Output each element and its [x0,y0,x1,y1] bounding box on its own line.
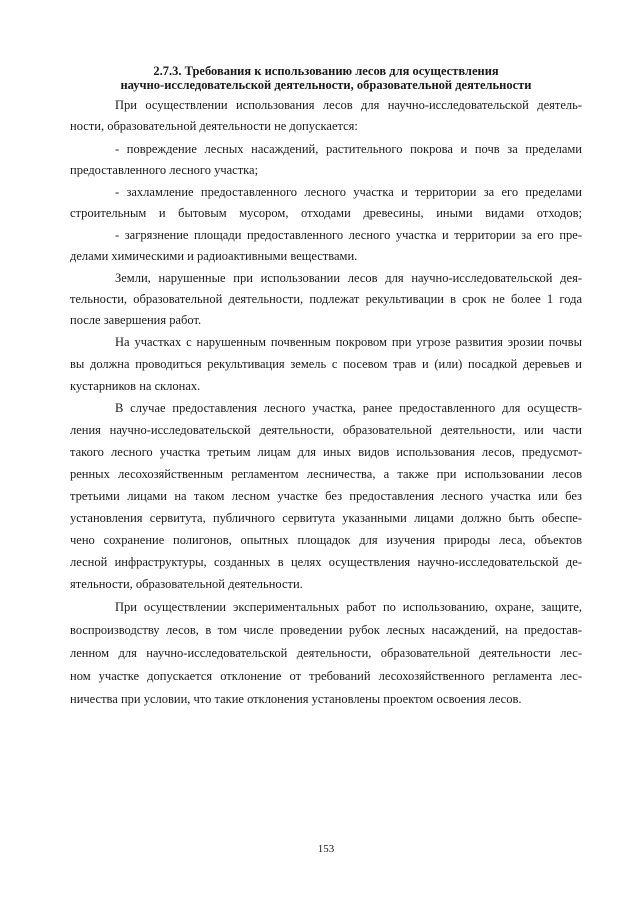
list-item-1-line-2: предоставленного лесного участка; [70,163,259,177]
paragraph-4-line-6: установления сервитута, публичного сервитута указанными лицами должно быть обеспе- [70,511,582,525]
section-heading-line-2: научно-исследовательской деятельности, образовательной деятельности [120,78,532,92]
paragraph-4-line-3: такого лесного участка третьим лицам для иных видов использования лесов, предусмот- [70,445,582,459]
section-heading-line-1: 2.7.3. Требования к использованию лесов для осуществления [153,64,499,78]
paragraph-4-line-5: третьими лицами на таком лесном участке без предоставления лесного участка или без [70,489,582,503]
paragraph-1-line-1: При осуществлении использования лесов для научно-исследовательской деятель- [115,98,582,112]
paragraph-5-line-2: воспроизводству лесов, в том числе проведении рубок лесных насаждений, на предостав- [70,623,582,637]
paragraph-3-line-1: На участках с нарушенным почвенным покровом при угрозе развития эрозии почвы [115,335,582,349]
paragraph-1-line-2: ности, образовательной деятельности не допускается: [70,119,358,133]
paragraph-2-line-3: после завершения работ. [70,313,202,327]
list-item-2-line-1: - захламление предоставленного лесного участка и территории за его пределами [115,185,582,199]
list-item-3-line-1: - загрязнение площади предоставленного лесного участка и территории за его пре- [115,228,582,242]
paragraph-4-line-7: чено сохранение полигонов, опытных площадок для изучения природы леса, объектов [70,533,582,547]
list-item-1-line-1: - повреждение лесных насаждений, растительного покрова и почв за пределами [115,142,582,156]
paragraph-5-line-1: При осуществлении экспериментальных работ по использованию, охране, защите, [115,600,582,614]
paragraph-5-line-4: ном участке допускается отклонение от требований лесохозяйственного регламента лес- [70,669,582,683]
paragraph-4-line-4: ренных лесохозяйственным регламентом лесничества, а также при использовании лесов [70,467,582,481]
page-number: 153 [317,843,335,855]
paragraph-3-line-3: кустарников на склонах. [70,379,201,393]
list-item-2-line-2: строительным и бытовым мусором, отходами древесины, иными видами отходов; [70,206,582,220]
paragraph-3-line-2: вы должна проводиться рекультивация земель с посевом трав и (или) посадкой деревьев и [70,357,582,371]
list-item-3-line-2: делами химическими и радиоактивными веществами. [70,249,358,263]
paragraph-5-line-3: ленном для научно-исследовательской деятельности, образовательной деятельности лес- [70,646,582,660]
paragraph-5-line-5: ничества при условии, что такие отклонения установлены проектом освоения лесов. [70,692,522,706]
paragraph-4-line-8: лесной инфраструктуры, созданных в целях осуществления научно-исследовательской де- [70,555,582,569]
paragraph-4-line-2: ления научно-исследовательской деятельности, образовательной деятельности, или части [70,423,582,437]
paragraph-2-line-2: тельности, образовательной деятельности, подлежат рекультивации в срок не более 1 года [70,292,582,306]
paragraph-4-line-1: В случае предоставления лесного участка, ранее предоставленного для осуществ- [115,401,582,415]
paragraph-2-line-1: Земли, нарушенные при использовании лесов для научно-исследовательской дея- [115,271,582,285]
paragraph-4-line-9: ятельности, образовательной деятельности. [70,577,303,591]
